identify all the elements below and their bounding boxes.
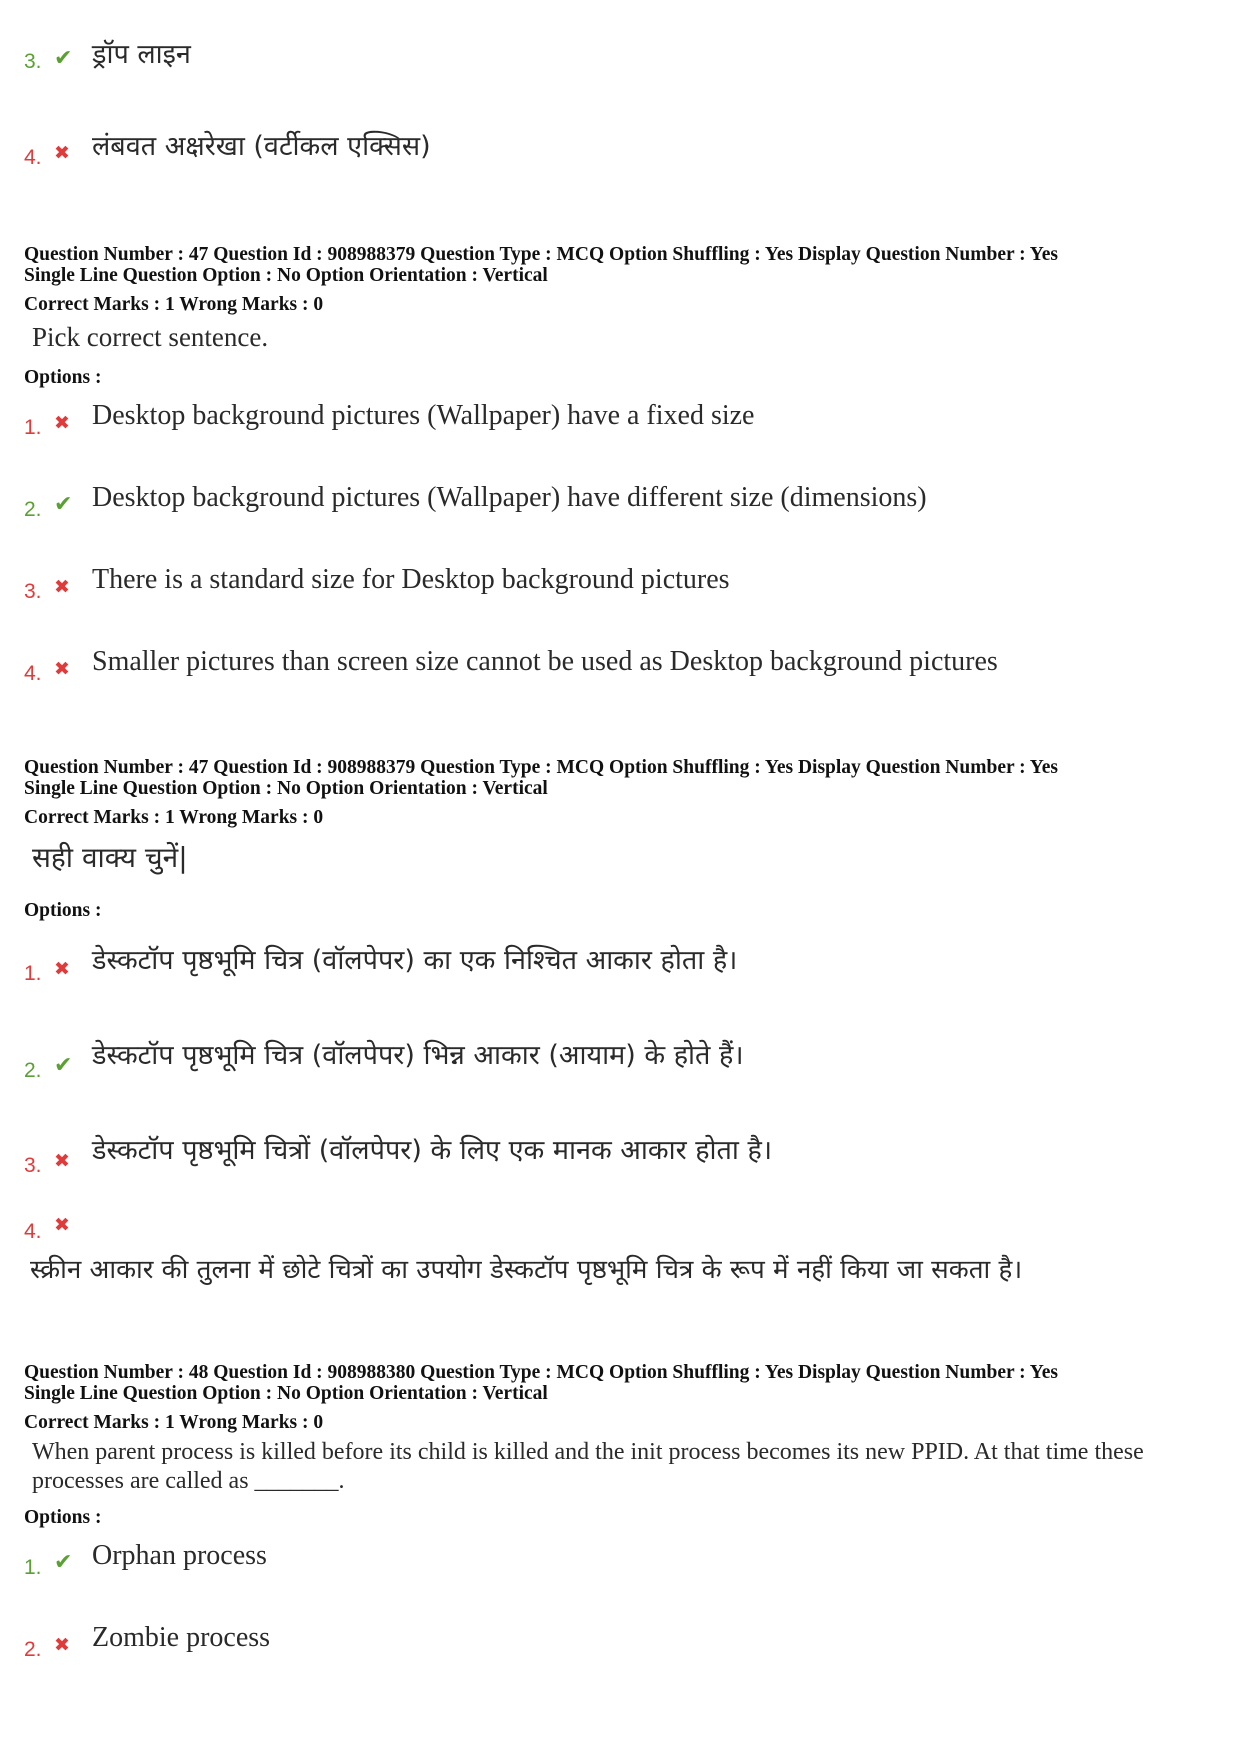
option-text: There is a standard size for Desktop background pictures bbox=[92, 564, 730, 595]
options-label: Options : bbox=[24, 900, 102, 921]
checkmark-icon: ✔ bbox=[54, 1550, 73, 1575]
option-number: 4. bbox=[24, 662, 42, 685]
option-number: 2. bbox=[24, 498, 42, 521]
question-text: When parent process is killed before its child is killed and the init process becomes its new PPID. At that time these processes are called as _______. bbox=[32, 1439, 1144, 1494]
cross-icon: ✖ bbox=[54, 958, 70, 980]
question-meta-line1: Question Number : 48 Question Id : 908988380 Question Type : MCQ Option Shuffling : Yes Display Question Number : Yes bbox=[24, 1362, 1058, 1383]
cross-icon: ✖ bbox=[54, 1634, 70, 1656]
option-text: Desktop background pictures (Wallpaper) have a fixed size bbox=[92, 400, 755, 431]
option-number: 3. bbox=[24, 1154, 42, 1177]
option-text: Orphan process bbox=[92, 1540, 267, 1571]
option-number: 1. bbox=[24, 416, 42, 439]
option-number: 2. bbox=[24, 1638, 42, 1661]
option-number: 1. bbox=[24, 962, 42, 985]
question-marks: Correct Marks : 1 Wrong Marks : 0 bbox=[24, 807, 324, 828]
cross-icon: ✖ bbox=[54, 142, 70, 164]
cross-icon: ✖ bbox=[54, 1150, 70, 1172]
question-text: सही वाक्य चुनें| bbox=[32, 841, 188, 874]
option-text: लंबवत अक्षरेखा (वर्टीकल एक्सिस) bbox=[92, 131, 431, 162]
checkmark-icon: ✔ bbox=[54, 492, 73, 517]
option-text: डेस्कटॉप पृष्ठभूमि चित्र (वॉलपेपर) भिन्न आकार (आयाम) के होते हैं। bbox=[92, 1040, 744, 1071]
option-number: 1. bbox=[24, 1556, 42, 1579]
option-number: 3. bbox=[24, 50, 42, 73]
checkmark-icon: ✔ bbox=[54, 46, 73, 71]
question-meta-line1: Question Number : 47 Question Id : 908988379 Question Type : MCQ Option Shuffling : Yes Display Question Number : Yes bbox=[24, 757, 1058, 778]
option-text: Zombie process bbox=[92, 1622, 271, 1653]
question-marks: Correct Marks : 1 Wrong Marks : 0 bbox=[24, 294, 324, 315]
cross-icon: ✖ bbox=[54, 576, 70, 598]
option-text: ड्रॉप लाइन bbox=[92, 39, 191, 70]
question-meta-line2: Single Line Question Option : No Option Orientation : Vertical bbox=[24, 1383, 548, 1404]
question-meta-line1: Question Number : 47 Question Id : 908988379 Question Type : MCQ Option Shuffling : Yes Display Question Number : Yes bbox=[24, 244, 1058, 265]
cross-icon: ✖ bbox=[54, 658, 70, 680]
option-text: डेस्कटॉप पृष्ठभूमि चित्रों (वॉलपेपर) के लिए एक मानक आकार होता है। bbox=[92, 1135, 773, 1166]
option-text: स्क्रीन आकार की तुलना में छोटे चित्रों का उपयोग डेस्कटॉप पृष्ठभूमि चित्र के रूप में नहीं किया जा सकता है। bbox=[30, 1255, 1023, 1285]
option-number: 2. bbox=[24, 1059, 42, 1082]
option-number: 4. bbox=[24, 146, 42, 169]
option-text: डेस्कटॉप पृष्ठभूमि चित्र (वॉलपेपर) का एक निश्चित आकार होता है। bbox=[92, 945, 738, 976]
question-marks: Correct Marks : 1 Wrong Marks : 0 bbox=[24, 1412, 324, 1433]
options-label: Options : bbox=[24, 367, 102, 388]
question-meta-line2: Single Line Question Option : No Option Orientation : Vertical bbox=[24, 778, 548, 799]
option-number: 3. bbox=[24, 580, 42, 603]
options-label: Options : bbox=[24, 1507, 102, 1528]
option-number: 4. bbox=[24, 1220, 42, 1243]
checkmark-icon: ✔ bbox=[54, 1053, 73, 1078]
option-text: Smaller pictures than screen size cannot be used as Desktop background pictures bbox=[92, 646, 998, 677]
question-meta-line2: Single Line Question Option : No Option Orientation : Vertical bbox=[24, 265, 548, 286]
option-text: Desktop background pictures (Wallpaper) have different size (dimensions) bbox=[92, 482, 927, 513]
question-text: Pick correct sentence. bbox=[32, 322, 269, 352]
cross-icon: ✖ bbox=[54, 412, 70, 434]
cross-icon: ✖ bbox=[54, 1214, 70, 1236]
